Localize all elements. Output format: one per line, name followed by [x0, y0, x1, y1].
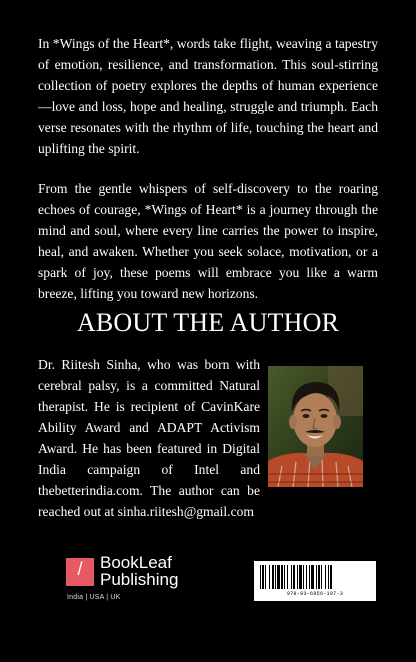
- author-photo: [268, 366, 363, 487]
- blurb-paragraph-1: In *Wings of the Heart*, words take flight, weaving a tapestry of emotion, resilience, and transformation. This soul-stirring collection of poetry explores the depths of human experience—love and loss, hope and healing, struggle and triumph. Each verse resonates with the rhythm of life, touching the heart and uplifting the spirit.: [38, 36, 378, 156]
- publisher-name-line-2: Publishing: [100, 570, 179, 589]
- publisher-logo: [66, 553, 179, 606]
- isbn-barcode: [254, 561, 376, 601]
- about-author-heading: ABOUT THE AUTHOR: [76, 308, 340, 337]
- isbn-number: 978-93-6956-197-3: [286, 591, 344, 597]
- publisher-name: [100, 554, 178, 588]
- author-bio: Dr. Riitesh Sinha, who was born with cerebral palsy, is a committed Natural therapist. He is recipient of CavinKare Ability Award and ADAPT Activism Award. He has been featured in Digital India campaign of Intel and thebetterindia.com. The author can be reached out at sinha.riitesh@gmail.com: [38, 357, 260, 519]
- publisher-tagline: India | USA | UK: [67, 594, 121, 601]
- blurb-paragraph-2: From the gentle whispers of self-discovery to the roaring echoes of courage, *Wings of Heart* is a journey through the mind and soul, where every line carries the power to inspire, heal, and awaken. Whether you seek solace, motivation, or a spark of joy, these poems will embrace you like a warm breeze, lifting you toward new horizons.: [38, 181, 378, 301]
- slash-icon: /: [77, 559, 83, 579]
- publisher-name-line-1: BookLeaf: [100, 553, 172, 572]
- barcode-bars: [254, 561, 376, 591]
